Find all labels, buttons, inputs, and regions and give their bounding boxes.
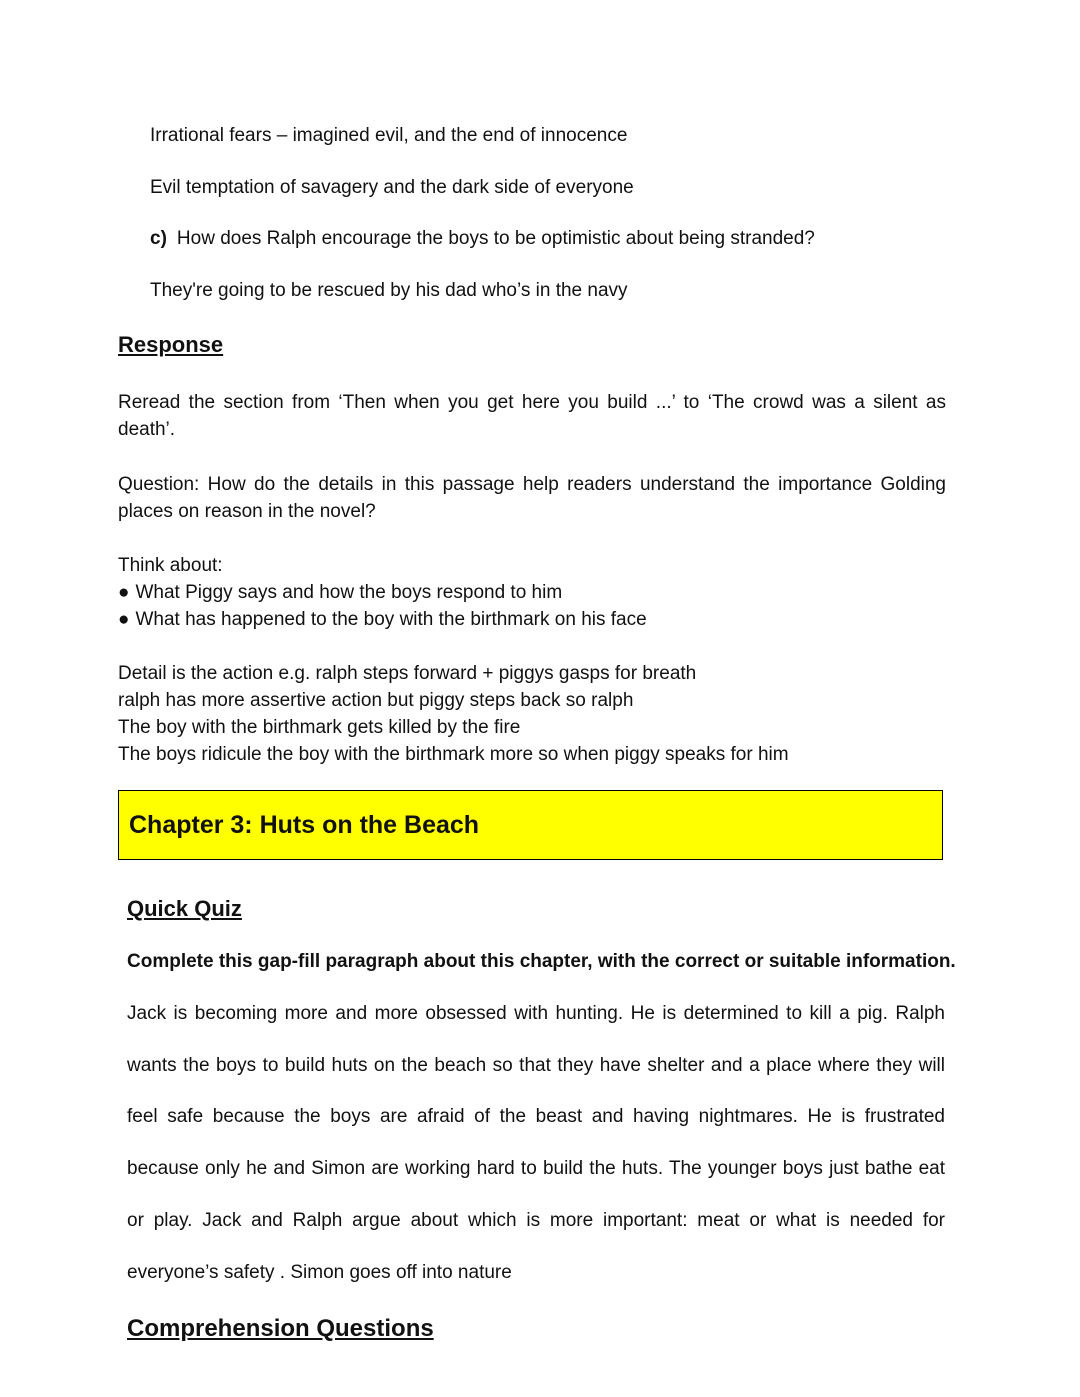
bullet-text: What Piggy says and how the boys respond to him [135,582,563,603]
quick-quiz-instruction: Complete this gap-fill paragraph about this chapter, with the correct or suitable information. [127,951,956,972]
quick-quiz-heading: Quick Quiz [127,896,242,921]
gap-fill-line: because only he and Simon are working hard to build the huts. The younger boys just bathe eat [127,1158,945,1179]
answer-line-irrational-fears: Irrational fears – imagined evil, and the end of innocence [150,125,628,146]
comprehension-heading: Comprehension Questions [127,1315,434,1342]
gap-fill-line: wants the boys to build huts on the beach so that they have shelter and a place where they will [127,1055,945,1076]
response-question: Question: How do the details in this passage help readers understand the importance Golding places on reason in the novel? [118,474,946,522]
gap-fill-line: or play. Jack and Ralph argue about which is more important: meat or what is needed for [127,1210,945,1231]
answer-c: They're going to be rescued by his dad who’s in the navy [150,280,628,301]
chapter-banner [118,790,943,860]
response-answer-line: ralph has more assertive action but piggy steps back so ralph [118,690,634,711]
response-answer-line: The boys ridicule the boy with the birthmark more so when piggy speaks for him [118,744,789,765]
think-about-bullet [118,606,647,633]
response-answer-line: Detail is the action e.g. ralph steps forward + piggys gasps for breath [118,663,697,684]
bullet-icon: ● [118,609,130,630]
gap-fill-line: Jack is becoming more and more obsessed with hunting. He is determined to kill a pig. Ralph [127,1003,945,1024]
question-c-text: How does Ralph encourage the boys to be optimistic about being stranded? [176,228,815,249]
bullet-icon: ● [118,582,130,603]
response-heading: Response [118,332,224,357]
answer-line-evil-temptation: Evil temptation of savagery and the dark side of everyone [150,177,634,198]
question-c [150,225,815,252]
gap-fill-line: everyone’s safety . Simon goes off into nature [127,1262,512,1283]
response-answer-line: The boy with the birthmark gets killed by the fire [118,717,521,738]
question-c-label: c) [150,228,167,249]
think-about-bullet [118,579,562,606]
reread-instruction: Reread the section from ‘Then when you get here you build ...’ to ‘The crowd was a silent as death’. [118,392,946,440]
bullet-text: What has happened to the boy with the birthmark on his face [135,609,647,630]
chapter-title: Chapter 3: Huts on the Beach [129,811,480,839]
think-about-label: Think about: [118,555,223,576]
gap-fill-line: feel safe because the boys are afraid of the beast and having nightmares. He is frustrated [127,1106,945,1127]
